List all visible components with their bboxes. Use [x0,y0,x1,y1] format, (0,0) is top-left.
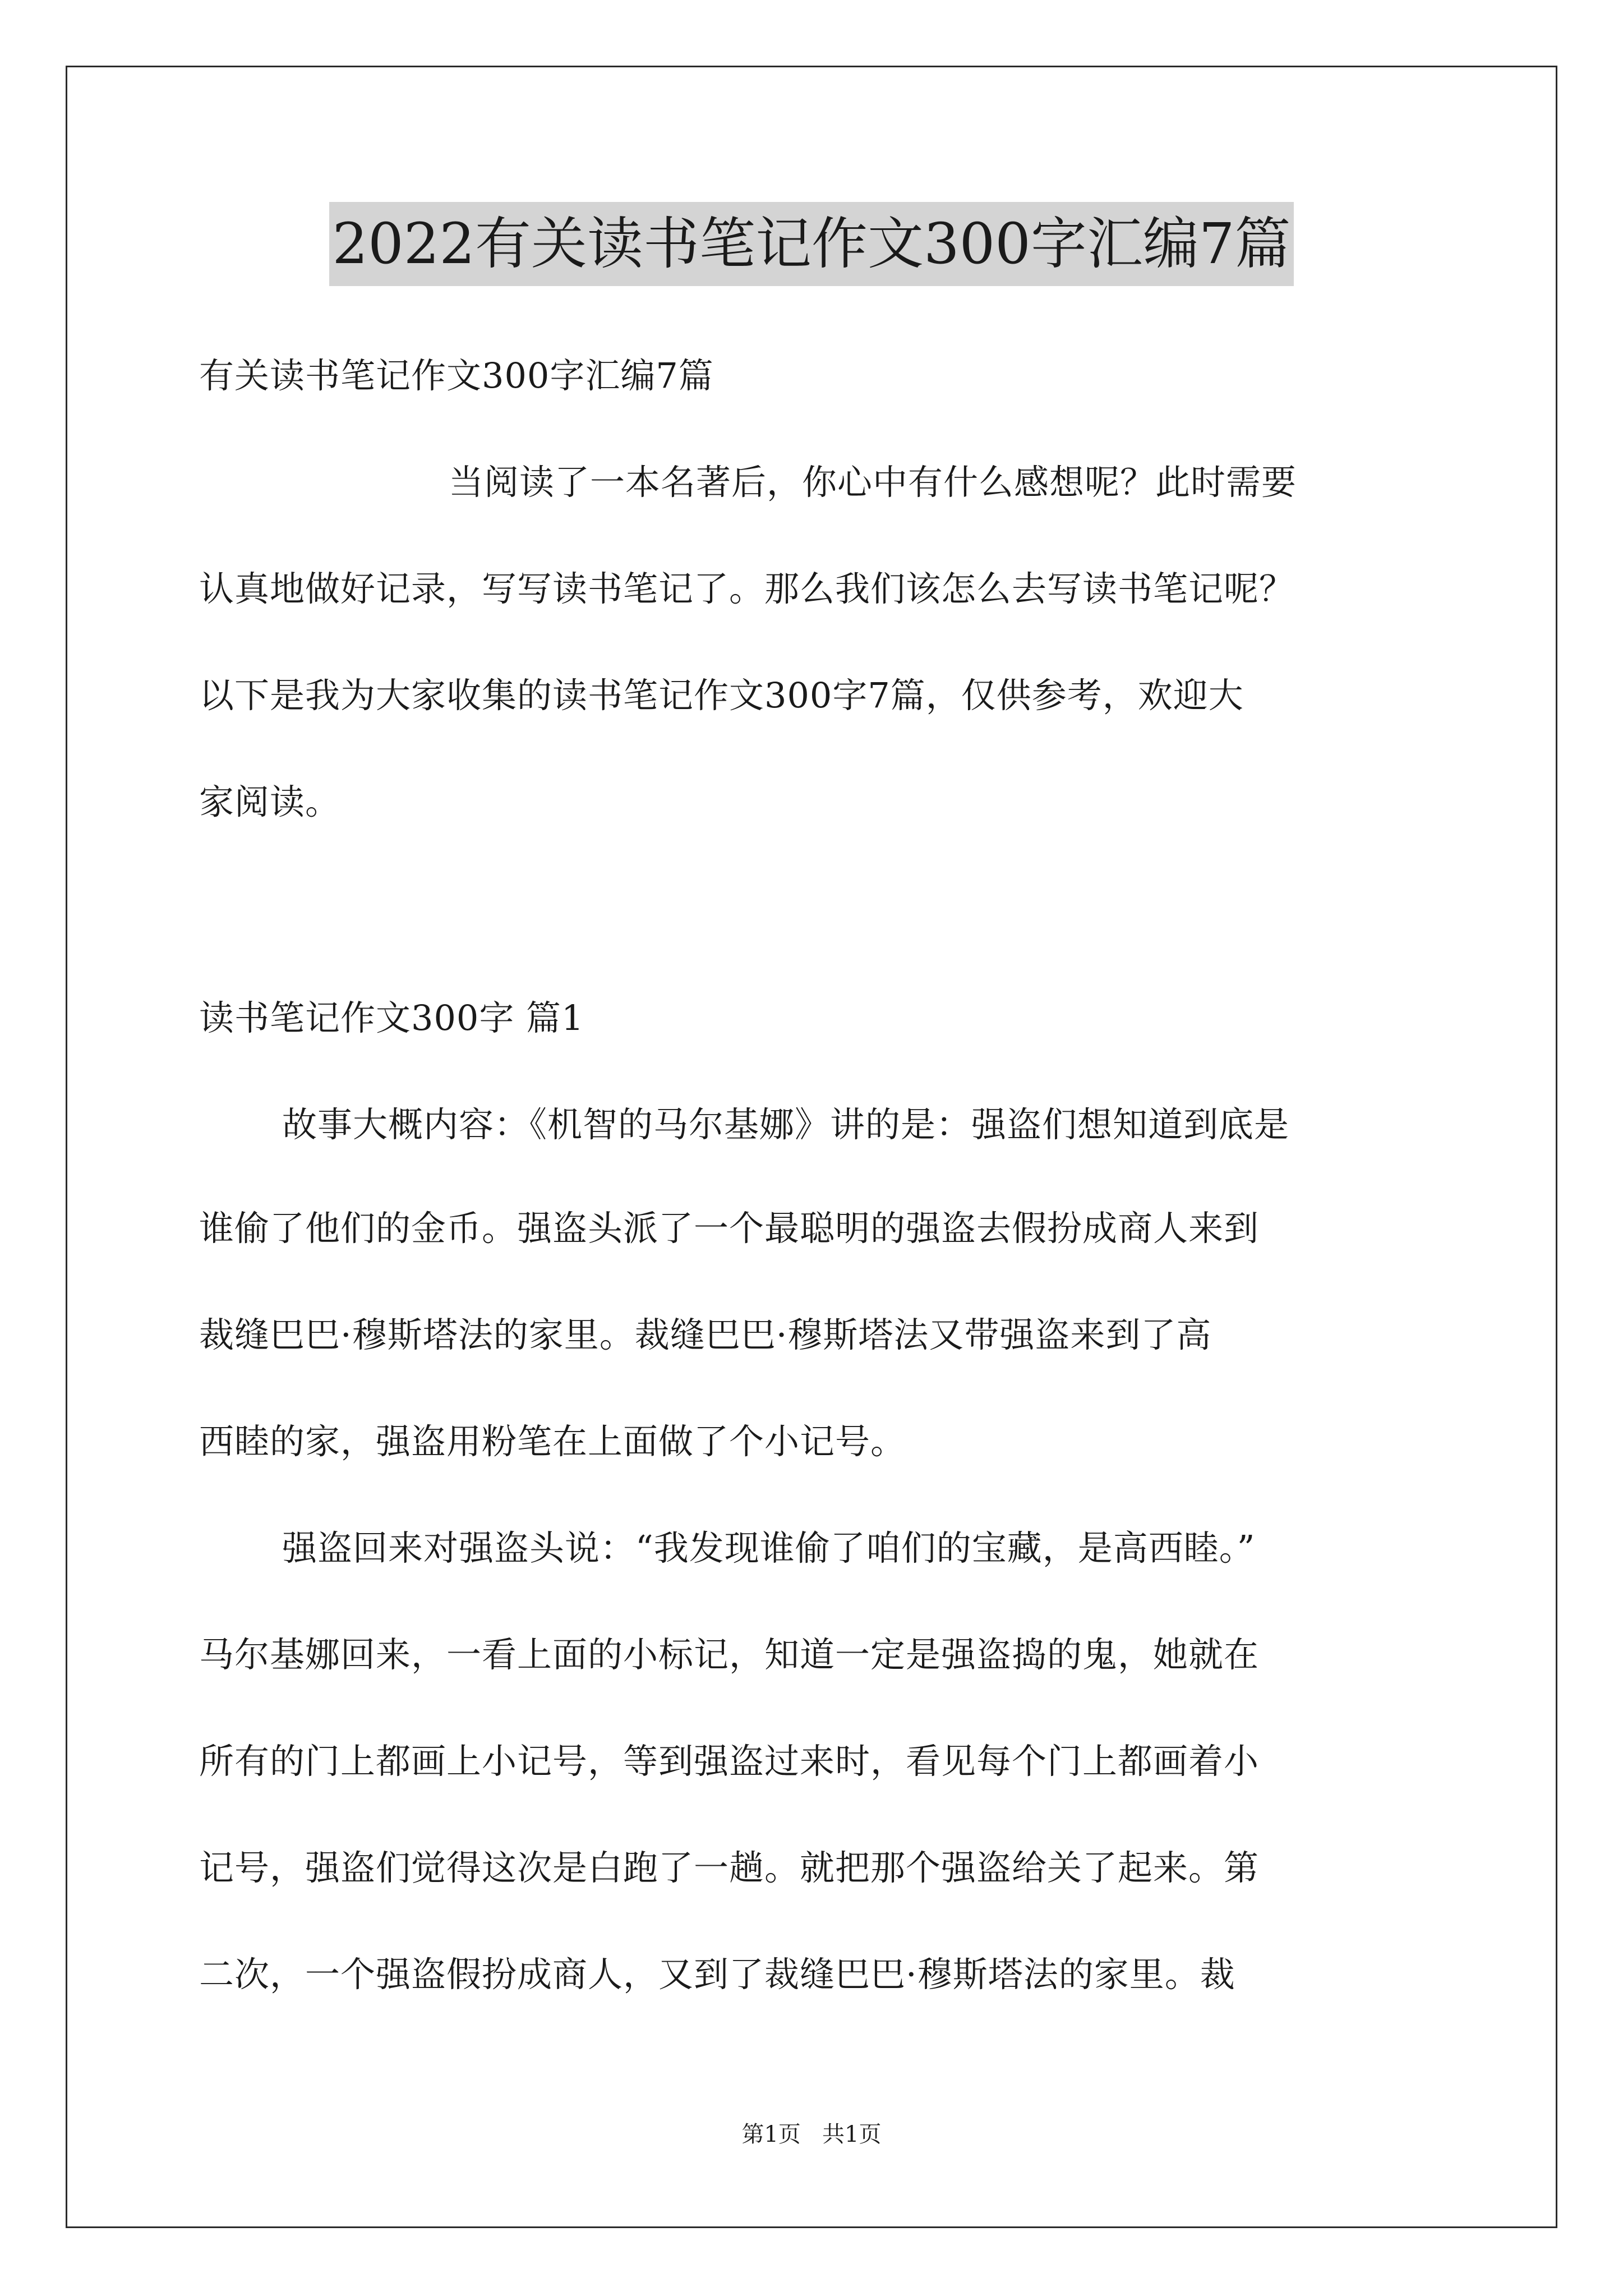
paragraph-line: 二次，一个强盗假扮成商人，又到了裁缝巴巴·穆斯塔法的家里。裁 [199,1954,1235,1995]
paragraph-line: 故事大概内容：《机智的马尔基娜》讲的是：强盗们想知道到底是 [282,1104,1290,1145]
document-title: 2022有关读书笔记作文300字汇编7篇 [329,202,1294,286]
title-area [0,202,1623,286]
paragraph-line: 强盗回来对强盗头说：“我发现谁偷了咱们的宝藏，是高西睦。” [282,1527,1256,1568]
section-heading: 读书笔记作文300字 篇1 [199,997,584,1038]
paragraph-line: 马尔基娜回来，一看上面的小标记，知道一定是强盗捣的鬼，她就在 [199,1634,1260,1675]
paragraph-line: 所有的门上都画上小记号，等到强盗过来时，看见每个门上都画着小 [199,1741,1260,1782]
paragraph-line: 西睦的家，强盗用粉笔在上面做了个小记号。 [199,1421,906,1462]
intro-line: 当阅读了一本名著后，你心中有什么感想呢？此时需要 [449,462,1297,503]
intro-line: 家阅读。 [199,781,341,822]
document-subtitle: 有关读书笔记作文300字汇编7篇 [199,355,714,396]
paragraph-line: 谁偷了他们的金币。强盗头派了一个最聪明的强盗去假扮成商人来到 [199,1208,1260,1249]
intro-line: 认真地做好记录，写写读书笔记了。那么我们该怎么去写读书笔记呢？ [199,568,1295,609]
intro-line: 以下是我为大家收集的读书笔记作文300字7篇，仅供参考，欢迎大 [199,675,1244,716]
paragraph-line: 记号，强盗们觉得这次是白跑了一趟。就把那个强盗给关了起来。第 [199,1847,1260,1888]
page-footer: 第1页 共1页 [741,2122,882,2147]
paragraph-line: 裁缝巴巴·穆斯塔法的家里。裁缝巴巴·穆斯塔法又带强盗来到了高 [199,1314,1212,1355]
